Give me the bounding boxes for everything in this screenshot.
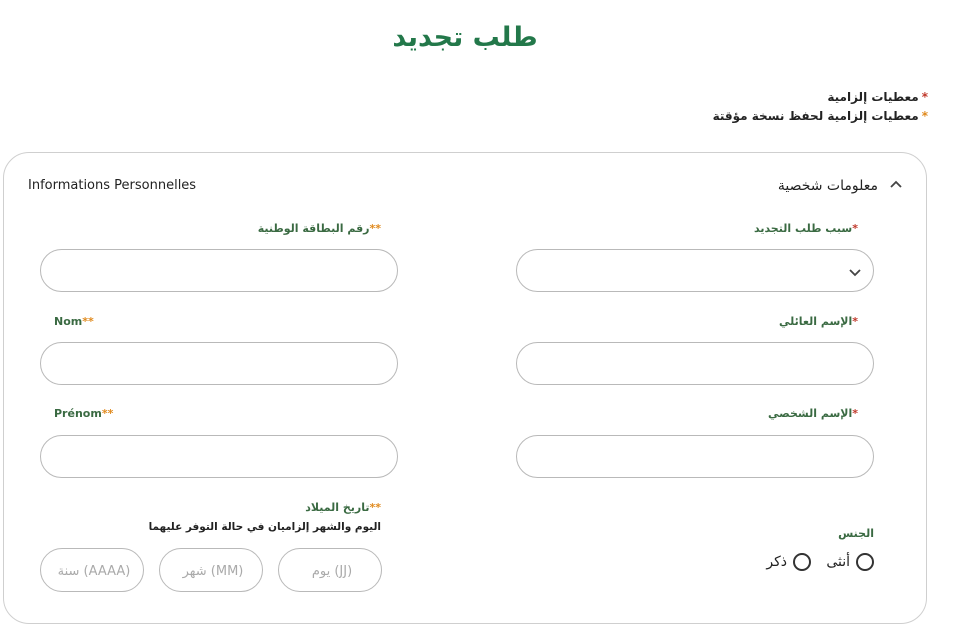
birth-day-input[interactable] <box>279 549 385 593</box>
national-id-input[interactable] <box>41 250 397 291</box>
national-id-field[interactable] <box>40 249 398 292</box>
family-name-ar-field[interactable] <box>516 342 874 385</box>
prenom-label: Prénom** <box>54 407 114 420</box>
renewal-reason-select[interactable] <box>516 249 874 292</box>
birth-day-field[interactable] <box>278 548 382 592</box>
draft-star: * <box>921 109 928 123</box>
radio-male[interactable] <box>793 553 811 571</box>
section-title-fr: Informations Personnelles <box>28 178 197 193</box>
family-name-ar-label: *الإسم العائلي <box>779 315 858 328</box>
birth-date-note: اليوم والشهر إلزاميان في حالة التوفر عليهما <box>148 521 381 533</box>
nom-input[interactable] <box>41 343 397 384</box>
page-title: طلب تجديد <box>392 22 538 53</box>
required-star: * <box>921 90 928 104</box>
first-name-ar-input[interactable] <box>517 436 873 477</box>
section-title-ar: معلومات شخصية <box>777 178 878 194</box>
nom-label: Nom** <box>54 315 94 328</box>
birth-date-label: **تاريخ الميلاد <box>305 501 381 514</box>
birth-year-input[interactable] <box>41 549 147 593</box>
birth-year-field[interactable] <box>40 548 144 592</box>
legend-required-text: معطيات إلزامية <box>827 90 919 104</box>
personal-info-section <box>3 152 927 624</box>
prenom-input[interactable] <box>41 436 397 477</box>
prenom-field[interactable] <box>40 435 398 478</box>
gender-female-label: أنثى <box>826 554 850 570</box>
radio-female[interactable] <box>856 553 874 571</box>
national-id-label: **رقم البطاقة الوطنية <box>257 222 381 235</box>
first-name-ar-field[interactable] <box>516 435 874 478</box>
renewal-reason-label: *سبب طلب التجديد <box>753 222 858 235</box>
legend-required-draft-text: معطيات إلزامية لحفظ نسخة مؤقتة <box>712 109 919 123</box>
gender-option-female[interactable] <box>826 553 874 571</box>
chevron-up-icon[interactable] <box>888 177 904 193</box>
gender-male-label: ذكر <box>766 554 787 570</box>
birth-month-input[interactable] <box>160 549 266 593</box>
birth-month-field[interactable] <box>159 548 263 592</box>
chevron-down-icon <box>847 264 863 280</box>
gender-label: الجنس <box>838 527 874 540</box>
legend-required-draft <box>713 109 928 123</box>
first-name-ar-label: *الإسم الشخصي <box>768 407 858 420</box>
family-name-ar-input[interactable] <box>517 343 873 384</box>
gender-option-male[interactable] <box>766 553 811 571</box>
nom-field[interactable] <box>40 342 398 385</box>
legend-required <box>827 90 928 104</box>
